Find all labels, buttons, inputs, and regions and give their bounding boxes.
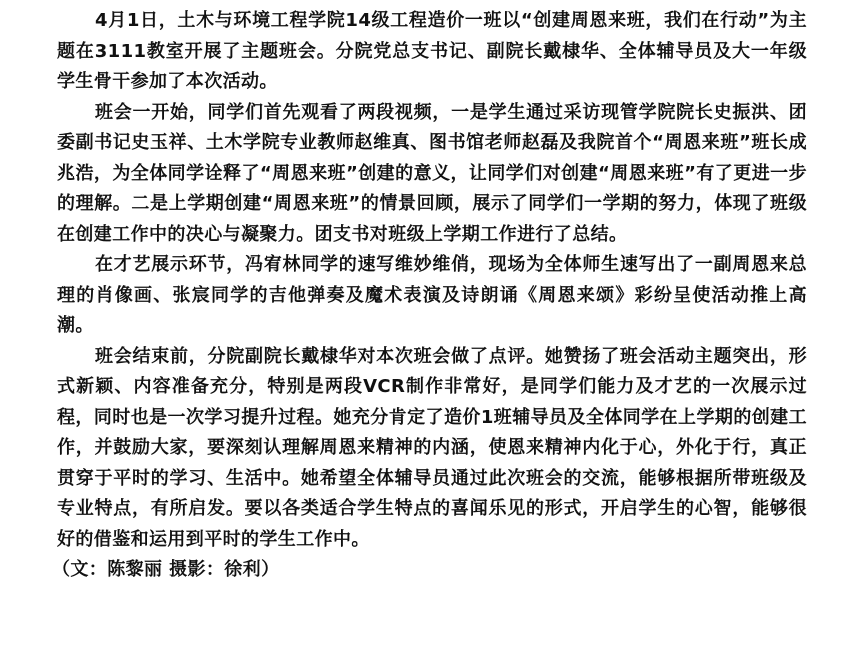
article-body [52, 6, 807, 586]
paragraph-closing-remarks: 班会结束前，分院副院长戴棣华对本次班会做了点评。她赞扬了班会活动主题突出，形式新颖、内容准备充分，特别是两段VCR制作非常好，是同学们能力及才艺的一次展示过程，同时也是一次学习提升过程。她充分肯定了造价1班辅导员及全体同学在上学期的创建工作，并鼓励大家，要深刻认理解周恩来精神的内涵，使恩来精神内化于心，外化于行，真正贯穿于平时的学习、生活中。她希望全体辅导员通过此次班会的交流，能够根据所带班级及专业特点，有所启发。要以各类适合学生特点的喜闻乐见的形式，开启学生的心智，能够很好的借鉴和运用到平时的学生工作中。 [57, 345, 807, 550]
paragraph-opening: 4月1日，土木与环境工程学院14级工程造价一班以“创建周恩来班，我们在行动”为主题在3111教室开展了主题班会。分院党总支书记、副院长戴棣华、全体辅导员及大一年级学生骨干参加了本次活动。 [57, 10, 807, 92]
article-credit: （文：陈黎丽 摄影：徐利） [52, 559, 280, 580]
paragraph-talent-show: 在才艺展示环节，冯宥林同学的速写维妙维俏，现场为全体师生速写出了一副周恩来总理的肖像画、张宸同学的吉他弹奏及魔术表演及诗朗诵《周恩来颂》彩纷呈使活动推上高潮。 [57, 254, 807, 336]
paragraph-video-review: 班会一开始，同学们首先观看了两段视频，一是学生通过采访现管学院院长史振洪、团委副书记史玉祥、土木学院专业教师赵维真、图书馆老师赵磊及我院首个“周恩来班”班长成兆浩，为全体同学诠释了“周恩来班”创建的意义，让同学们对创建“周恩来班”有了更进一步的理解。二是上学期创建“周恩来班”的情景回顾，展示了同学们一学期的努力，体现了班级在创建工作中的决心与凝聚力。团支书对班级上学期工作进行了总结。 [57, 101, 807, 245]
